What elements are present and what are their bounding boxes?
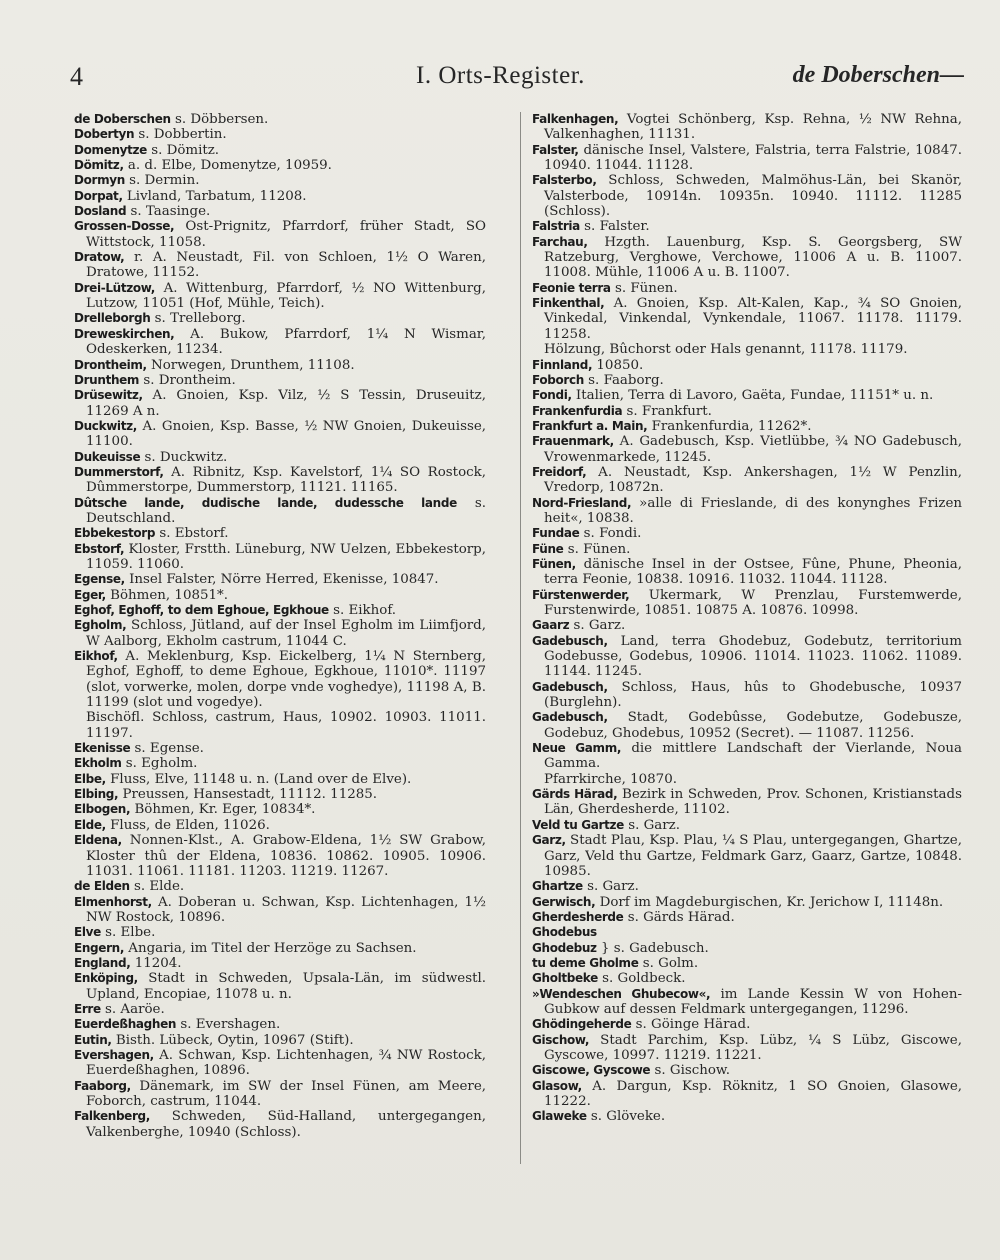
entry-text: s. Trelleborg. (150, 311, 246, 327)
entry-text: s. Fünen. (563, 541, 631, 557)
entry-headword: Giscowe, Gyscowe (532, 1063, 651, 1078)
entry-headword: Ghartze (532, 879, 583, 894)
entry-text: s. Fünen. (610, 280, 678, 296)
entry-headword: Ghödingeherde (532, 1017, 632, 1032)
entry-headword: Drüsewitz, (74, 388, 143, 403)
register-entry (532, 895, 962, 910)
entry-text: s. Egense. (130, 741, 204, 757)
entry-headword: Dreweskirchen, (74, 326, 175, 341)
entry-headword: Dummerstorf, (74, 464, 164, 479)
entry-headword: Engern, (74, 940, 125, 955)
entry-headword: Duckwitz, (74, 418, 137, 433)
entry-text: die mittlere Landschaft der Vierlande, Noua Gamma. (544, 741, 962, 772)
entry-headword: Eghof, Eghoff, to dem Eghoue, Egkhoue (74, 603, 329, 617)
register-entry (532, 557, 962, 588)
entry-headword: Nord-Friesland, (532, 495, 632, 510)
register-entry (532, 741, 962, 772)
entry-text: Livland, Tarbatum, 11208. (122, 188, 307, 204)
entry-headword: Dobertyn (74, 127, 135, 142)
entry-headword: Drunthem (74, 372, 140, 387)
entry-headword: Gholtbeke (532, 971, 598, 986)
entry-text: Nonnen-Klst., A. Grabow-Eldena, 1½ SW Grabow, Kloster thû der Eldena, 10836. 10862. 10905. 10906. 11031. 11061. 11181. 11203. 11219. 11267. (86, 833, 486, 879)
entry-text: s. Goldbeck. (597, 971, 686, 987)
register-entry (74, 358, 486, 373)
entry-text: s. Faaborg. (583, 372, 664, 388)
entry-text: Dorf im Magdeburgischen, Kr. Jerichow I, 11148n. (595, 894, 944, 910)
entry-text: s. Drontheim. (139, 372, 236, 388)
register-entry (74, 219, 486, 250)
entry-headword: Elbogen, (74, 802, 131, 817)
entry-text: A. Neustadt, Ksp. Ankershagen, 1½ W Penzlin, Vredorp, 10872n. (544, 464, 962, 496)
entry-text: s. Elde. (129, 879, 185, 895)
register-entry (532, 358, 962, 373)
entry-headword: Garz, (532, 833, 566, 848)
register-entry (532, 772, 962, 787)
entry-headword: Gadebusch, (532, 710, 608, 725)
register-entry (74, 1109, 486, 1140)
entry-headword: Falstria (532, 219, 580, 234)
entry-headword: Elbing, (74, 787, 119, 802)
entry-headword: Dûtsche lande, dudische lande, dudessche lande (74, 495, 457, 510)
entry-headword: Gherdesherde (532, 909, 624, 924)
register-entry (532, 910, 962, 925)
entry-text: Böhmen, Kr. Eger, 10834*. (130, 802, 316, 818)
entry-text: s. Falster. (579, 219, 650, 235)
register-entry (74, 127, 486, 142)
entry-headword: Dömitz, (74, 158, 124, 173)
entry-text: Stadt Plau, Ksp. Plau, ¼ S Plau, untergegangen, Ghartze, Garz, Veld thu Gartze, Feldmark Garz, Gaarz, Gartze, 10848. 10985. (544, 833, 962, 879)
entry-headword: Eutin, (74, 1032, 112, 1047)
register-entry (74, 327, 486, 358)
entry-headword: Drontheim, (74, 357, 147, 372)
entry-headword: Neue Gamm, (532, 741, 622, 756)
entry-headword: Glaweke (532, 1109, 587, 1124)
entry-headword: Elbe, (74, 771, 106, 786)
entry-text: s. Egholm. (121, 756, 198, 772)
register-entry (74, 895, 486, 926)
register-entry (74, 1002, 486, 1017)
left-column (74, 112, 486, 1140)
entry-text: s. Göinge Härad. (631, 1017, 751, 1033)
entry-headword: Fünen, (532, 556, 576, 571)
entry-headword: Grossen-Dosse, (74, 219, 175, 234)
register-entry (74, 189, 486, 204)
entry-headword: Dorpat, (74, 188, 123, 203)
entry-headword: Frankfurt a. Main, (532, 418, 648, 433)
register-entry (532, 542, 962, 557)
register-entry (74, 941, 486, 956)
entry-text: s. Dermin. (124, 173, 200, 189)
entry-text: Hzgth. Lauenburg, Ksp. S. Georgsberg, SW Ratzeburg, Verghowe, Verchowe, 11006 A u. B. 11007. 11008. Mühle, 11006 A u. B. 11007. (544, 234, 962, 281)
register-entry (532, 296, 962, 342)
entry-text: s. Deutschland. (86, 495, 487, 526)
entry-text: Schloss, Jütland, auf der Insel Egholm im Liimfjord, W Aalborg, Ekholm castrum, 11044 C. (86, 618, 486, 649)
entry-text: s. Taasinge. (126, 204, 211, 220)
entry-headword: Glasow, (532, 1078, 582, 1093)
register-entry (74, 756, 486, 771)
register-entry (74, 710, 486, 741)
register-entry (74, 572, 486, 587)
register-entry (532, 526, 962, 541)
entry-text: s. Eikhof. (328, 603, 397, 618)
entry-headword: Foborch (532, 372, 584, 387)
register-entry (74, 158, 486, 173)
entry-headword: Falsterbo, (532, 173, 597, 188)
entry-headword: Erre (74, 1001, 101, 1016)
register-entry (532, 112, 962, 143)
entry-text: s. Garz. (569, 618, 626, 634)
page-header (66, 62, 964, 96)
register-entry (74, 649, 486, 710)
register-entry (74, 833, 486, 879)
entry-headword: Drei-Lützow, (74, 280, 155, 295)
register-entry (532, 971, 962, 986)
register-entry (74, 971, 486, 1002)
register-entry (532, 404, 962, 419)
entry-text: Insel Falster, Nörre Herred, Ekenisse, 10847. (124, 572, 439, 588)
entry-text: s. Golm. (638, 955, 699, 971)
entry-text: s. Evershagen. (176, 1017, 281, 1033)
entry-text: Bisth. Lübeck, Oytin, 10967 (Stift). (111, 1032, 354, 1048)
entry-text: Dänemark, im SW der Insel Fünen, am Meere, Foborch, castrum, 11044. (86, 1078, 486, 1109)
register-entry (74, 772, 486, 787)
register-entry (532, 710, 962, 741)
entry-headword: Freidorf, (532, 464, 587, 479)
entry-headword: Veld tu Gartze (532, 817, 624, 832)
register-entry (532, 925, 962, 940)
register-entry (74, 388, 486, 419)
entry-headword: Elmenhorst, (74, 894, 152, 909)
register-entry (532, 342, 962, 357)
register-entry (532, 173, 962, 219)
register-entry (74, 281, 486, 312)
register-entry (74, 419, 486, 450)
entry-headword: Füne (532, 541, 564, 556)
entry-headword: Dratow, (74, 250, 125, 265)
entry-text: A. Wittenburg, Pfarrdorf, ½ NO Wittenburg, Lutzow, 11051 (Hof, Mühle, Teich). (86, 280, 486, 312)
entry-text: Italien, Terra di Lavoro, Gaëta, Fundae, 11151* u. n. (571, 388, 934, 404)
entry-text: Kloster, Frstth. Lüneburg, NW Uelzen, Ebbekestorp, 11059. 11060. (86, 541, 486, 572)
entry-headword: Falster, (532, 142, 579, 157)
register-entry (532, 235, 962, 281)
register-entry (74, 526, 486, 541)
register-entry (532, 1063, 962, 1078)
register-entry (532, 373, 962, 388)
register-entry (74, 588, 486, 603)
register-entry (532, 219, 962, 234)
register-entry (532, 987, 962, 1018)
register-entry (74, 879, 486, 894)
register-entry (532, 434, 962, 465)
entry-text: s. Garz. (582, 879, 639, 895)
register-entry (532, 833, 962, 879)
register-entry (74, 1048, 486, 1079)
entry-headword: Fondi, (532, 388, 572, 403)
register-entry (532, 818, 962, 833)
entry-headword: Falkenhagen, (532, 112, 619, 126)
entry-headword: Ebstorf, (74, 541, 125, 556)
register-entry (74, 112, 486, 127)
register-entry (74, 143, 486, 158)
register-entry (74, 925, 486, 940)
entry-text: Preussen, Hansestadt, 11112. 11285. (118, 787, 378, 803)
register-entry (532, 1109, 962, 1124)
entry-text: s. Ebstorf. (155, 526, 229, 542)
entry-text: s. Garz. (623, 817, 680, 833)
entry-headword: Dukeuisse (74, 449, 141, 464)
register-entry (74, 173, 486, 188)
entry-headword: Falkenberg, (74, 1109, 150, 1124)
entry-text: Pfarrkirche, 10870. (544, 771, 677, 787)
entry-headword: Drelleborgh (74, 311, 151, 326)
entry-text: a. d. Elbe, Domenytze, 10959. (123, 158, 332, 174)
right-column (532, 112, 962, 1125)
entry-text: s. Duckwitz. (140, 449, 228, 465)
entry-text: A. Meklenburg, Ksp. Eickelberg, 1¼ N Sternberg, Eghof, Eghoff, to deme Eghoue, Egkhoue, 11010*. 11197 (slot, vorwerke, molen, dorpe vnde voghedye), 11198 A, B. 11199 (slot und vogedye). (86, 649, 486, 711)
entry-text: s. Elbe. (100, 925, 156, 941)
entry-headword: Faaborg, (74, 1078, 131, 1093)
register-entry (74, 1033, 486, 1048)
entry-headword: Fundae (532, 526, 580, 541)
entry-text: s. Dobbertin. (134, 127, 227, 143)
register-entry (532, 1017, 962, 1032)
entry-headword: Gaarz (532, 618, 570, 633)
entry-text: s. Fondi. (579, 526, 642, 542)
register-entry (74, 787, 486, 802)
register-entry (74, 1079, 486, 1110)
entry-headword: Domenytze (74, 142, 147, 157)
entry-headword: Gadebusch, (532, 679, 608, 694)
register-entry (74, 250, 486, 281)
register-entry (74, 311, 486, 326)
entry-headword: Ghodebuz (532, 940, 597, 955)
entry-text: Frankenfurdia, 11262*. (647, 418, 812, 434)
entry-text: »alle di Frieslande, di des konynghes Frizen heit«, 10838. (544, 495, 962, 526)
entry-headword: Ebbekestorp (74, 526, 156, 541)
register-entry (532, 465, 962, 496)
entry-text: A. Dargun, Ksp. Röknitz, 1 SO Gnoien, Glasowe, 11222. (544, 1078, 962, 1109)
entry-text: Vogtei Schönberg, Ksp. Rehna, ½ NW Rehna, Valkenhaghen, 11131. (544, 112, 962, 143)
register-entry (74, 956, 486, 971)
register-entry (532, 1079, 962, 1110)
entry-headword: »Wendeschen Ghubecow«, (532, 986, 711, 1001)
register-entry (532, 496, 962, 527)
entry-headword: Enköping, (74, 971, 138, 986)
register-entry (74, 450, 486, 465)
entry-text: Fluss, de Elden, 11026. (105, 817, 270, 833)
entry-headword: Eger, (74, 587, 106, 602)
entry-headword: Dormyn (74, 173, 125, 188)
entry-text: A. Bukow, Pfarrdorf, 1¼ N Wismar, Odeskerken, 11234. (86, 326, 486, 358)
entry-text: Ukermark, W Prenzlau, Furstemwerde, Furstenwirde, 10851. 10875 A. 10876. 10998. (544, 587, 962, 618)
entry-headword: Gadebusch, (532, 633, 608, 648)
entry-headword: Feonie terra (532, 280, 611, 295)
entry-text: Fluss, Elve, 11148 u. n. (Land over de Elve). (105, 771, 412, 787)
register-entry (532, 680, 962, 711)
entry-text: s. Döbbersen. (170, 112, 269, 127)
entry-text: dänische Insel in der Ostsee, Fûne, Phune, Pheonia, terra Feonie, 10838. 10916. 11032. 11044. 11128. (544, 556, 962, 588)
entry-headword: Gischow, (532, 1032, 590, 1047)
entry-headword: Elde, (74, 817, 106, 832)
register-entry (74, 373, 486, 388)
entry-text: Stadt in Schweden, Upsala-Län, im südwestl. Upland, Encopiae, 11078 u. n. (86, 971, 486, 1002)
entry-text: 11204. (130, 955, 182, 971)
entry-headword: Elve (74, 925, 101, 940)
entry-text: Angaria, im Titel der Herzöge zu Sachsen. (124, 940, 417, 956)
entry-text: A. Doberan u. Schwan, Ksp. Lichtenhagen, 1½ NW Rostock, 10896. (86, 894, 486, 925)
entry-headword: Ghodebus (532, 925, 597, 940)
entry-text: Norwegen, Drunthem, 11108. (146, 357, 355, 373)
register-entry (74, 818, 486, 833)
register-entry (74, 603, 486, 618)
entry-text: s. Dömitz. (146, 142, 220, 158)
register-title: I. Orts-Register. (416, 62, 585, 89)
entry-text: r. A. Neustadt, Fil. von Schloen, 1½ O Waren, Dratowe, 11152. (86, 250, 486, 281)
entry-headword: de Doberschen (74, 112, 171, 126)
entry-text: A. Gnoien, Ksp. Basse, ½ NW Gnoien, Dukeuisse, 11100. (86, 418, 486, 450)
entry-text: } s. Gadebusch. (596, 940, 709, 956)
entry-text: s. Gärds Härad. (623, 909, 735, 925)
entry-text: s. Gischow. (650, 1063, 731, 1079)
entry-text: Bezirk in Schweden, Prov. Schonen, Kristianstads Län, Gherdesherde, 11102. (544, 787, 962, 818)
register-entry (532, 588, 962, 619)
entry-headword: Gärds Härad, (532, 787, 618, 802)
entry-headword: Finnland, (532, 357, 593, 372)
register-entry (74, 542, 486, 573)
entry-text: s. Frankfurt. (622, 403, 712, 419)
register-entry (532, 143, 962, 174)
page-number: 4 (70, 62, 83, 91)
entry-headword: Ekholm (74, 756, 122, 771)
entry-headword: Ekenisse (74, 741, 131, 756)
entry-headword: tu deme Gholme (532, 955, 639, 970)
entry-text: im Lande Kessin W von Hohen-Gubkow auf dessen Feldmark untergegangen, 11296. (544, 986, 962, 1017)
register-entry (532, 281, 962, 296)
entry-text: Schweden, Süd-Halland, untergegangen, Valkenberghe, 10940 (Schloss). (86, 1109, 486, 1140)
register-entry (74, 465, 486, 496)
entry-headword: Eikhof, (74, 649, 118, 664)
entry-text: A. Schwan, Ksp. Lichtenhagen, ¾ NW Rostock, Euerdeßhaghen, 10896. (86, 1047, 486, 1079)
entry-text: A. Gadebusch, Ksp. Vietlübbe, ¾ NO Gadebusch, Vrowenmarkede, 11245. (544, 434, 962, 465)
entry-headword: Frankenfurdia (532, 403, 623, 418)
entry-text: Schloss, Haus, hûs to Ghodebusche, 10937 (Burglehn). (544, 679, 962, 711)
entry-text: 10850. (592, 357, 644, 373)
register-entry (532, 879, 962, 894)
column-divider (520, 112, 521, 1164)
entry-headword: Eldena, (74, 833, 122, 848)
entry-headword: Euerdeßhaghen (74, 1017, 177, 1032)
entry-headword: Finkenthal, (532, 296, 605, 311)
entry-headword: Dosland (74, 204, 127, 219)
register-entry (74, 204, 486, 219)
entry-headword: Egense, (74, 572, 125, 587)
register-entry (532, 1033, 962, 1064)
entry-headword: England, (74, 955, 131, 970)
register-entry (74, 618, 486, 649)
entry-text: Stadt, Godebûsse, Godebutze, Godebusze, Godebuz, Ghodebus, 10952 (Secret). — 11087. 11256. (544, 710, 962, 741)
entry-text: Ost-Prignitz, Pfarrdorf, früher Stadt, SO Wittstock, 11058. (86, 219, 486, 250)
entry-headword: Frauenmark, (532, 434, 614, 449)
entry-text: A. Gnoien, Ksp. Alt-Kalen, Kap., ¾ SO Gnoien, Vinkedal, Vinkendal, Vynkendale, 11067. 11178. 11179. 11258. (544, 296, 962, 342)
register-entry (532, 956, 962, 971)
register-entry (74, 496, 486, 527)
entry-text: Böhmen, 10851*. (105, 587, 228, 603)
register-entry (532, 618, 962, 633)
entry-text: A. Gnoien, Ksp. Vilz, ½ S Tessin, Druseuitz, 11269 A n. (86, 388, 486, 419)
entry-text: Hölzung, Bûchorst oder Hals genannt, 11178. 11179. (544, 342, 908, 358)
entry-text: dänische Insel, Valstere, Falstria, terra Falstrie, 10847. 10940. 11044. 11128. (544, 142, 962, 174)
entry-text: A. Ribnitz, Ksp. Kavelstorf, 1¼ SO Rostock, Dûmmerstorpe, Dummerstorp, 11121. 11165. (86, 464, 486, 496)
running-head: de Doberschen— (792, 62, 964, 88)
register-entry (74, 741, 486, 756)
entry-headword: Farchau, (532, 234, 588, 249)
register-entry (74, 1017, 486, 1032)
entry-headword: Fürstenwerder, (532, 587, 630, 602)
entry-headword: de Elden (74, 879, 130, 894)
entry-headword: Egholm, (74, 618, 127, 633)
register-entry (532, 941, 962, 956)
entry-text: s. Glöveke. (586, 1109, 666, 1125)
entry-text: Schloss, Schweden, Malmöhus-Län, bei Skanör, Valsterbode, 10914n. 10935n. 10940. 11112. 11285 (Schloss). (544, 173, 962, 220)
entry-text: Land, terra Ghodebuz, Godebutz, territorium Godebusse, Godebus, 10906. 11014. 11023. 11062. 11089. 11144. 11245. (544, 633, 962, 680)
register-entry (532, 419, 962, 434)
entry-text: s. Aaröe. (100, 1001, 165, 1017)
entry-text: Stadt Parchim, Ksp. Lübz, ¼ S Lübz, Giscowe, Gyscowe, 10997. 11219. 11221. (544, 1032, 962, 1063)
register-entry (532, 787, 962, 818)
entry-headword: Evershagen, (74, 1047, 154, 1062)
register-entry (532, 388, 962, 403)
register-entry (532, 634, 962, 680)
entry-text: Bischöfl. Schloss, castrum, Haus, 10902. 10903. 11011. 11197. (86, 710, 486, 741)
register-entry (74, 802, 486, 817)
entry-headword: Gerwisch, (532, 894, 596, 909)
